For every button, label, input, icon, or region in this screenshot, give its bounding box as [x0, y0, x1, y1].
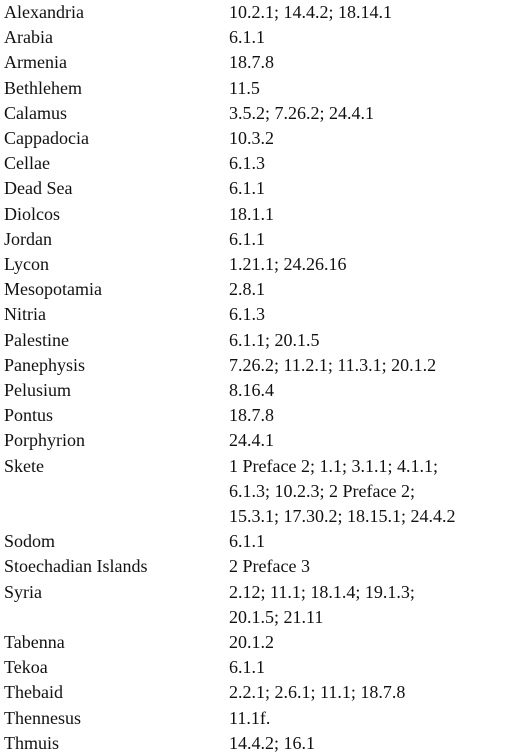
place-name: Tekoa [4, 657, 48, 678]
index-entry [0, 680, 505, 705]
index-entry [0, 655, 505, 680]
place-references [229, 202, 505, 227]
place-references [229, 25, 505, 50]
reference-line: 15.3.1; 17.30.2; 18.15.1; 24.4.2 [229, 506, 456, 527]
reference-line: 6.1.3; 10.2.3; 2 Preface 2; [229, 480, 415, 501]
place-name: Lycon [4, 254, 49, 275]
index-entry [0, 630, 505, 655]
reference-line: 1.21.1; 24.26.16 [229, 254, 347, 275]
reference-line: 6.1.1 [229, 27, 265, 48]
place-references [229, 403, 505, 428]
index-entry [0, 328, 505, 353]
place-name: Syria [4, 581, 42, 602]
index-entry [0, 50, 505, 75]
place-name: Thennesus [4, 707, 81, 728]
index-entry [0, 252, 505, 277]
index-entry [0, 706, 505, 731]
place-name: Cappadocia [4, 128, 89, 149]
reference-line: 6.1.3 [229, 153, 265, 174]
index-entry [0, 302, 505, 327]
index-entry [0, 202, 505, 227]
reference-line: 6.1.1 [229, 178, 265, 199]
index-entry [0, 731, 505, 756]
place-name: Palestine [4, 329, 69, 350]
index-entry [0, 580, 505, 630]
reference-line: 6.1.3 [229, 304, 265, 325]
place-name: Stoechadian Islands [4, 556, 148, 577]
place-references [229, 655, 505, 680]
index-entry [0, 353, 505, 378]
place-references [229, 454, 505, 530]
place-references [229, 50, 505, 75]
index-entry [0, 529, 505, 554]
reference-line: 20.1.2 [229, 632, 274, 653]
index-entry [0, 403, 505, 428]
place-name: Calamus [4, 102, 67, 123]
place-name: Diolcos [4, 203, 60, 224]
place-references [229, 252, 505, 277]
reference-line: 1 Preface 2; 1.1; 3.1.1; 4.1.1; [229, 455, 438, 476]
place-name: Armenia [4, 52, 67, 73]
reference-line: 2.8.1 [229, 279, 265, 300]
index-entry [0, 554, 505, 579]
place-name: Panephysis [4, 354, 85, 375]
place-references [229, 0, 505, 25]
place-references [229, 378, 505, 403]
index-entry [0, 454, 505, 530]
reference-line: 10.3.2 [229, 128, 274, 149]
reference-line: 6.1.1 [229, 228, 265, 249]
place-references [229, 151, 505, 176]
index-entry [0, 227, 505, 252]
reference-line: 20.1.5; 21.11 [229, 606, 324, 627]
place-name: Alexandria [4, 2, 84, 22]
index-entry [0, 151, 505, 176]
place-references [229, 277, 505, 302]
reference-line: 7.26.2; 11.2.1; 11.3.1; 20.1.2 [229, 354, 437, 375]
place-references [229, 176, 505, 201]
place-name: Cellae [4, 153, 50, 174]
reference-line: 24.4.1 [229, 430, 274, 451]
reference-line: 2.12; 11.1; 18.1.4; 19.1.3; [229, 581, 415, 602]
place-name: Skete [4, 455, 44, 476]
reference-line: 14.4.2; 16.1 [229, 732, 316, 753]
place-references [229, 630, 505, 655]
place-references [229, 731, 505, 756]
reference-line: 18.1.1 [229, 203, 274, 224]
place-references [229, 554, 505, 579]
place-name: Porphyrion [4, 430, 85, 451]
place-name: Bethlehem [4, 77, 82, 98]
index-entry [0, 76, 505, 101]
reference-line: 18.7.8 [229, 52, 274, 73]
index-entry [0, 25, 505, 50]
index-entry [0, 428, 505, 453]
index-entry [0, 126, 505, 151]
place-name: Tabenna [4, 632, 65, 653]
place-references [229, 328, 505, 353]
place-name: Mesopotamia [4, 279, 102, 300]
place-name: Arabia [4, 27, 53, 48]
place-name: Jordan [4, 228, 52, 249]
place-references [229, 302, 505, 327]
index-entry [0, 277, 505, 302]
place-references [229, 706, 505, 731]
place-name: Thebaid [4, 682, 63, 703]
place-name: Thmuis [4, 732, 60, 753]
place-name: Pelusium [4, 380, 72, 401]
place-name: Dead Sea [4, 178, 73, 199]
index-entry [0, 101, 505, 126]
place-references [229, 580, 505, 630]
reference-line: 11.1f. [229, 707, 271, 728]
reference-line: 10.2.1; 14.4.2; 18.14.1 [229, 2, 393, 22]
place-references [229, 126, 505, 151]
reference-line: 11.5 [229, 77, 260, 98]
place-name: Sodom [4, 531, 56, 552]
place-name: Nitria [4, 304, 46, 325]
index-entry [0, 176, 505, 201]
reference-line: 6.1.1 [229, 657, 265, 678]
reference-line: 6.1.1; 20.1.5 [229, 329, 320, 350]
reference-line: 18.7.8 [229, 405, 274, 426]
index-entry [0, 0, 505, 25]
place-name: Pontus [4, 405, 54, 426]
reference-line: 2 Preface 3 [229, 556, 310, 577]
place-references [229, 227, 505, 252]
place-references [229, 353, 505, 378]
place-references [229, 101, 505, 126]
place-references [229, 428, 505, 453]
place-references [229, 76, 505, 101]
reference-line: 8.16.4 [229, 380, 274, 401]
index-entry [0, 378, 505, 403]
reference-line: 6.1.1 [229, 531, 265, 552]
reference-line: 3.5.2; 7.26.2; 24.4.1 [229, 102, 375, 123]
reference-line: 2.2.1; 2.6.1; 11.1; 18.7.8 [229, 682, 406, 703]
place-references [229, 529, 505, 554]
place-references [229, 680, 505, 705]
